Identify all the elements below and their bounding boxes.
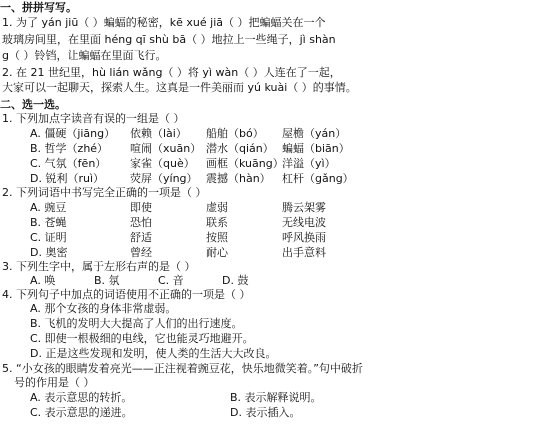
s1-q1-line3: g（ ）铃铛，让蝙蝠在里面飞行。 xyxy=(2,49,167,62)
s1-q2-line2: 大家可以一起聊天，探索人生。这真是一件美丽而 yú kuài（ ）的事情。 xyxy=(2,81,357,94)
s1-q1-line2: 玻璃房间里，在里面 héng qī shù bā（ ）地拉上一些绳子，jì shàn xyxy=(2,33,336,46)
option-text: 恐怕 xyxy=(130,216,152,229)
s2-q1-row-b xyxy=(30,141,358,156)
option-text: 荧屏（yíng） xyxy=(130,172,198,185)
s1-q1-line1: 1. 为了 yán jiū（ ）蝙蝠的秘密，kē xué jiā（ ）把蝙蝠关在一个 xyxy=(2,16,326,29)
s2-q1-stem: 1. 下列加点字读音有误的一组是（ ） xyxy=(2,112,185,125)
s2-q5-option-c: C. 表示意思的递进。 xyxy=(30,406,133,419)
option-text: 屋檐（yán） xyxy=(282,127,347,140)
s2-q2-row-b xyxy=(30,215,358,230)
option-text: A. 僵硬（jiāng） xyxy=(30,127,116,140)
s2-q4-option-c: C. 即使一根极细的电线，它也能灵巧地避开。 xyxy=(30,332,254,345)
s2-q1-row-d xyxy=(30,171,358,186)
s2-q2-row-a xyxy=(30,200,358,215)
s2-q2-options xyxy=(30,200,358,260)
option-text: 家雀（què） xyxy=(130,157,195,170)
option-text: 曾经 xyxy=(130,246,152,259)
option-text: B. 哲学（zhé） xyxy=(30,142,109,155)
s2-q3-stem: 3. 下列生字中，属于左形右声的是（ ） xyxy=(2,260,196,273)
option-text: 即使 xyxy=(130,201,152,214)
s2-q4-option-d: D. 正是这些发现和发明，使人类的生活大大改良。 xyxy=(30,347,277,360)
s2-q5-options xyxy=(30,391,490,419)
s2-q5-option-d: D. 表示插入。 xyxy=(230,406,301,419)
s2-q1-row-a xyxy=(30,126,358,141)
option-text: 喧闹（xuān） xyxy=(130,142,202,155)
option-text: 虚弱 xyxy=(206,201,228,214)
option-text: D. 奥密 xyxy=(30,246,68,259)
option-text: 画框（kuāng） xyxy=(206,157,284,170)
s2-q5-row-1 xyxy=(30,391,490,404)
option-text: 舒适 xyxy=(130,231,152,244)
s2-q1-row-c xyxy=(30,156,358,171)
option-text: 洋溢（yì） xyxy=(282,157,336,170)
option-text: B. 苍蝇 xyxy=(30,216,67,229)
s2-q5-option-a: A. 表示意思的转折。 xyxy=(30,391,133,404)
option-text: 杠杆（gǎng） xyxy=(282,172,354,185)
s2-q4-option-a: A. 那个女孩的身体非常虚弱。 xyxy=(30,302,177,315)
option-text: 按照 xyxy=(206,231,228,244)
s2-q1-options xyxy=(30,126,358,186)
option-text: 依赖（lài） xyxy=(130,127,187,140)
s2-q5-row-2 xyxy=(30,406,490,419)
s2-q4-stem: 4. 下列句子中加点的词语使用不正确的一项是（ ） xyxy=(2,288,251,301)
s2-q2-row-c xyxy=(30,230,358,245)
s2-q5-option-b: B. 表示解释说明。 xyxy=(230,391,322,404)
option-text: 震撼（hàn） xyxy=(206,172,271,185)
option-text: D. 锐利（ruì） xyxy=(30,172,105,185)
option-text: 出手意料 xyxy=(282,246,326,259)
option-text: C. 证明 xyxy=(30,231,67,244)
option-text: 船舶（bó） xyxy=(206,127,264,140)
s2-q3-option-c: C. 音 xyxy=(158,274,184,287)
s2-q5-stem-line2: 号的作用是（ ） xyxy=(14,376,95,389)
section2-title: 二、选一选。 xyxy=(0,98,66,111)
s1-q2-line1: 2. 在 21 世纪里，hù lián wǎng（ ）将 yì wàn（ ）人连在了一起， xyxy=(2,66,341,79)
option-text: 腾云架雾 xyxy=(282,201,326,214)
option-text: 联系 xyxy=(206,216,228,229)
s2-q5-stem-line1: 5. “小女孩的眼睛发着亮光——正注视着豌豆花，快乐地微笑着。”句中破折 xyxy=(2,362,363,375)
s2-q2-row-d xyxy=(30,245,358,260)
s2-q4-option-b: B. 飞机的发明大大提高了人们的出行速度。 xyxy=(30,317,243,330)
option-text: 呼风换雨 xyxy=(282,231,326,244)
s2-q3-option-b: B. 氛 xyxy=(94,274,120,287)
s2-q3-option-d: D. 鼓 xyxy=(222,274,249,287)
option-text: C. 气氛（fēn） xyxy=(30,157,107,170)
option-text: 蝙蝠（biān） xyxy=(282,142,350,155)
option-text: A. 豌豆 xyxy=(30,201,67,214)
s2-q3-option-a: A. 唤 xyxy=(30,274,56,287)
s2-q2-stem: 2. 下列词语中书写完全正确的一项是（ ） xyxy=(2,186,207,199)
section1-title: 一、拼拼写写。 xyxy=(0,1,77,14)
option-text: 耐心 xyxy=(206,246,228,259)
option-text: 潜水（qián） xyxy=(206,142,274,155)
option-text: 无线电波 xyxy=(282,216,326,229)
